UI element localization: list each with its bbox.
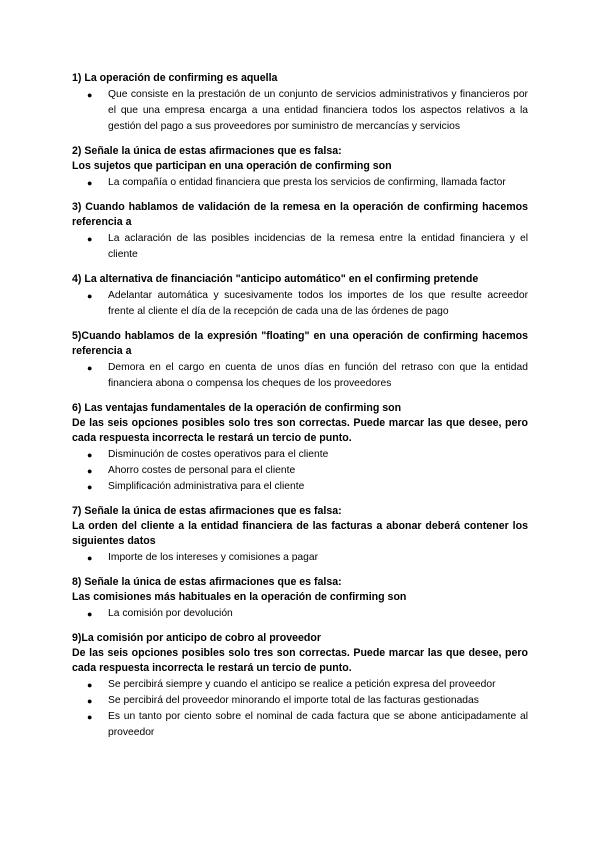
answer-list — [72, 87, 528, 135]
bullet-icon: ● — [87, 178, 93, 188]
question-subheading: Los sujetos que participan en una operación de confirming son — [72, 160, 392, 172]
question-2 — [72, 144, 528, 191]
question-1 — [72, 71, 528, 135]
question-subheading: Las comisiones más habituales en la operación de confirming son — [72, 591, 407, 603]
answer-list — [72, 606, 528, 622]
question-5 — [72, 329, 528, 392]
bullet-icon: ● — [87, 712, 93, 722]
bullet-icon: ● — [87, 482, 93, 492]
question-7 — [72, 504, 528, 566]
answer-list — [72, 231, 528, 263]
answer-item: ● Adelantar automática y sucesivamente todos los importes de los que resulte acreedor frente al cliente el día de la recepción de cada una de las órdenes de pago — [87, 290, 528, 317]
answer-list — [72, 288, 528, 320]
bullet-icon: ● — [87, 291, 93, 301]
answer-list — [72, 550, 528, 566]
answer-item: ● Simplificación administrativa para el cliente — [72, 479, 528, 495]
answer-list — [72, 447, 528, 495]
answer-list — [72, 360, 528, 392]
bullet-icon: ● — [87, 696, 93, 706]
bullet-icon: ● — [87, 363, 93, 373]
answer-item: ● Que consiste en la prestación de un conjunto de servicios administrativos y financieros por el que una empresa encarga a una entidad financiera todos los aspectos relativos a la gestión del pago a sus proveedores por suministro de mercancías y servicios — [87, 89, 528, 132]
question-subheading: La orden del cliente a la entidad financiera de las facturas a abonar deberá contener los siguientes datos — [72, 520, 528, 547]
question-instructions: De las seis opciones posibles solo tres son correctas. Puede marcar las que desee, pero cada respuesta incorrecta le restará un tercio de punto. — [72, 417, 528, 444]
bullet-icon: ● — [87, 609, 93, 619]
question-3 — [72, 200, 528, 263]
question-heading: 1) La operación de confirming es aquella — [72, 72, 278, 84]
answer-item: ● La compañía o entidad financiera que presta los servicios de confirming, llamada factor — [72, 175, 528, 191]
answer-item: ● Disminución de costes operativos para el cliente — [72, 447, 528, 463]
bullet-icon: ● — [87, 680, 93, 690]
question-heading: 6) Las ventajas fundamentales de la operación de confirming son — [72, 402, 402, 414]
answer-item: ● Importe de los intereses y comisiones a pagar — [72, 550, 528, 566]
question-6 — [72, 401, 528, 495]
question-heading: 5)Cuando hablamos de la expresión "floating" en una operación de confirming hacemos referencia a — [72, 330, 528, 357]
bullet-icon: ● — [87, 553, 93, 563]
question-heading: 4) La alternativa de financiación "anticipo automático" en el confirming pretende — [72, 273, 479, 285]
question-4 — [72, 272, 528, 320]
answer-list — [72, 677, 528, 741]
question-heading: 7) Señale la única de estas afirmaciones que es falsa: — [72, 505, 342, 517]
answer-list — [72, 175, 528, 191]
answer-item: ● Se percibirá siempre y cuando el anticipo se realice a petición expresa del proveedor — [72, 677, 528, 693]
bullet-icon: ● — [87, 234, 93, 244]
answer-item: ● Ahorro costes de personal para el cliente — [72, 463, 528, 479]
answer-item: ● La comisión por devolución — [72, 606, 528, 622]
answer-item: ● Se percibirá del proveedor minorando el importe total de las facturas gestionadas — [72, 693, 528, 709]
bullet-icon: ● — [87, 466, 93, 476]
answer-item: ● Es un tanto por ciento sobre el nominal de cada factura que se abone anticipadamente al proveedor — [87, 711, 528, 738]
answer-item: ● La aclaración de las posibles incidencias de la remesa entre la entidad financiera y el cliente — [87, 233, 528, 260]
bullet-icon: ● — [87, 450, 93, 460]
bullet-icon: ● — [87, 90, 93, 100]
question-heading: 9)La comisión por anticipo de cobro al proveedor — [72, 632, 321, 644]
question-heading: 8) Señale la única de estas afirmaciones que es falsa: — [72, 576, 342, 588]
answer-item: ● Demora en el cargo en cuenta de unos días en función del retraso con que la entidad financiera abona o compensa los cheques de los proveedores — [87, 362, 528, 389]
question-heading: 2) Señale la única de estas afirmaciones que es falsa: — [72, 145, 342, 157]
question-9 — [72, 631, 528, 741]
question-instructions: De las seis opciones posibles solo tres son correctas. Puede marcar las que desee, pero cada respuesta incorrecta le restará un tercio de punto. — [72, 647, 528, 674]
question-heading: 3) Cuando hablamos de validación de la remesa en la operación de confirming hacemos referencia a — [72, 201, 528, 228]
question-8 — [72, 575, 528, 622]
